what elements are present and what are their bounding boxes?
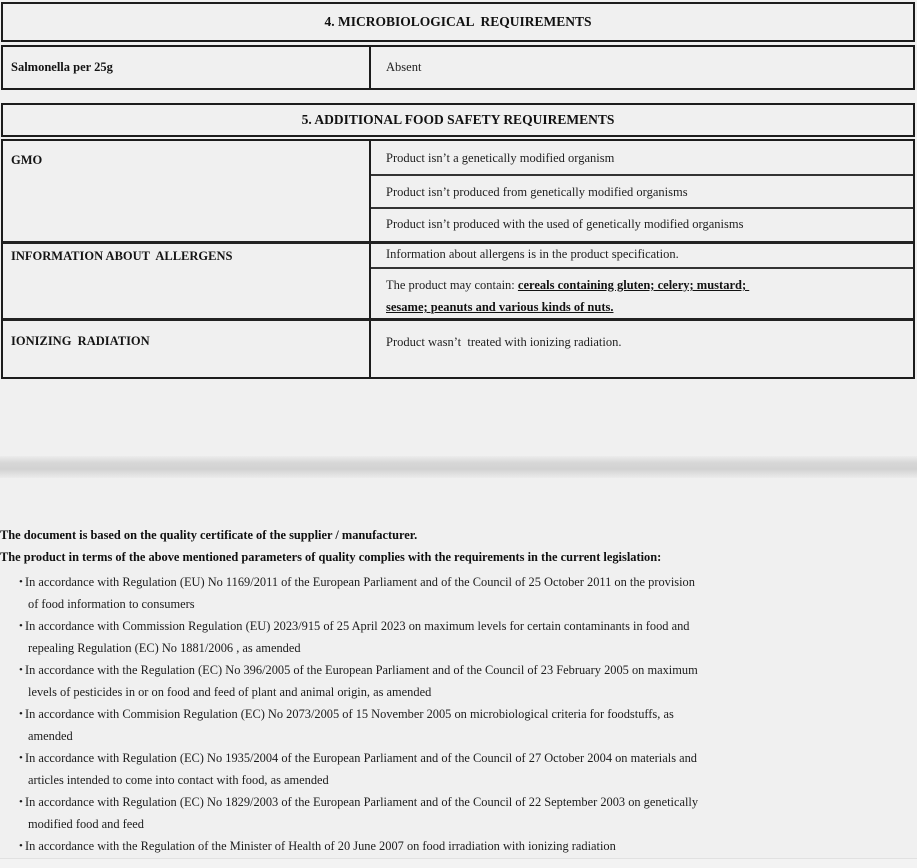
bullet-icon: • bbox=[19, 664, 23, 676]
allergens-label: INFORMATION ABOUT ALLERGENS bbox=[3, 244, 371, 318]
allergens-statement-2 bbox=[371, 267, 913, 318]
additional-requirements-table bbox=[1, 139, 915, 379]
bullet-icon: • bbox=[19, 576, 23, 588]
bullet-icon: • bbox=[19, 752, 23, 764]
ionizing-statement: Product wasn’t treated with ionizing radiation. bbox=[386, 335, 622, 349]
allergens-statement-1: Information about allergens is in the product specification. bbox=[386, 247, 679, 261]
note-compliance-line: The product in terms of the above mentioned parameters of quality complies with the requirements in the current legislation: bbox=[0, 550, 662, 564]
gmo-statement-1: Product isn’t a genetically modified organism bbox=[386, 151, 615, 165]
may-contain-prefix: The product may contain: bbox=[386, 278, 518, 292]
list-item: • In accordance with Regulation (EU) No 1169/2011 of the European Parliament and of the Council of 25 October 2011 on the provision of food information to consumers bbox=[0, 571, 917, 615]
gmo-label: GMO bbox=[3, 141, 371, 241]
allergen-list-line2: sesame; peanuts and various kinds of nuts. bbox=[386, 300, 614, 314]
bullet-icon: • bbox=[19, 796, 23, 808]
list-item: • In accordance with Regulation (EC) No 1829/2003 of the European Parliament and of the Council of 22 September 2003 on genetically modified food and feed bbox=[0, 791, 917, 835]
note-basis-line: The document is based on the quality certificate of the supplier / manufacturer. bbox=[0, 528, 418, 542]
list-item: • In accordance with Regulation (EC) No 1935/2004 of the European Parliament and of the Council of 27 October 2004 on materials and articles intended to come into contact with food, as amended bbox=[0, 747, 917, 791]
section5-header: 5. ADDITIONAL FOOD SAFETY REQUIREMENTS bbox=[1, 103, 915, 137]
page-separator-band bbox=[0, 456, 917, 478]
microbiological-table bbox=[1, 45, 915, 90]
bullet-icon: • bbox=[19, 840, 23, 852]
gmo-statement-2: Product isn’t produced from genetically modified organisms bbox=[371, 174, 913, 207]
list-item: • In accordance with Commission Regulation (EU) 2023/915 of 25 April 2023 on maximum levels for certain contaminants in food and repealing Regulation (EC) No 1881/2006 , as amended bbox=[0, 615, 917, 659]
legislation-notes bbox=[0, 524, 917, 857]
bullet-icon: • bbox=[19, 620, 23, 632]
section4-header: 4. MICROBIOLOGICAL REQUIREMENTS bbox=[1, 2, 915, 42]
list-item: • In accordance with the Regulation (EC) No 396/2005 of the European Parliament and of the Council of 23 February 2005 on maximum levels of pesticides in or on food and feed of plant and animal origin, as amended bbox=[0, 659, 917, 703]
allergens-row-group bbox=[3, 241, 913, 318]
allergen-list-line1: cereals containing gluten; celery; mustard; bbox=[517, 278, 750, 292]
bottom-page-edge bbox=[0, 858, 917, 868]
list-item: • In accordance with the Regulation of the Minister of Health of 20 June 2007 on food irradiation with ionizing radiation bbox=[0, 835, 917, 857]
ionizing-row-group bbox=[3, 318, 913, 377]
bullet-icon: • bbox=[19, 708, 23, 720]
regulation-list bbox=[0, 571, 917, 857]
salmonella-value: Absent bbox=[386, 60, 422, 74]
gmo-row-group bbox=[3, 141, 913, 241]
ionizing-label: IONIZING RADIATION bbox=[3, 321, 371, 377]
list-item: • In accordance with Commision Regulation (EC) No 2073/2005 of 15 November 2005 on microbiological criteria for foodstuffs, as amended bbox=[0, 703, 917, 747]
salmonella-label: Salmonella per 25g bbox=[3, 47, 371, 88]
gmo-statement-3: Product isn’t produced with the used of genetically modified organisms bbox=[371, 207, 913, 241]
